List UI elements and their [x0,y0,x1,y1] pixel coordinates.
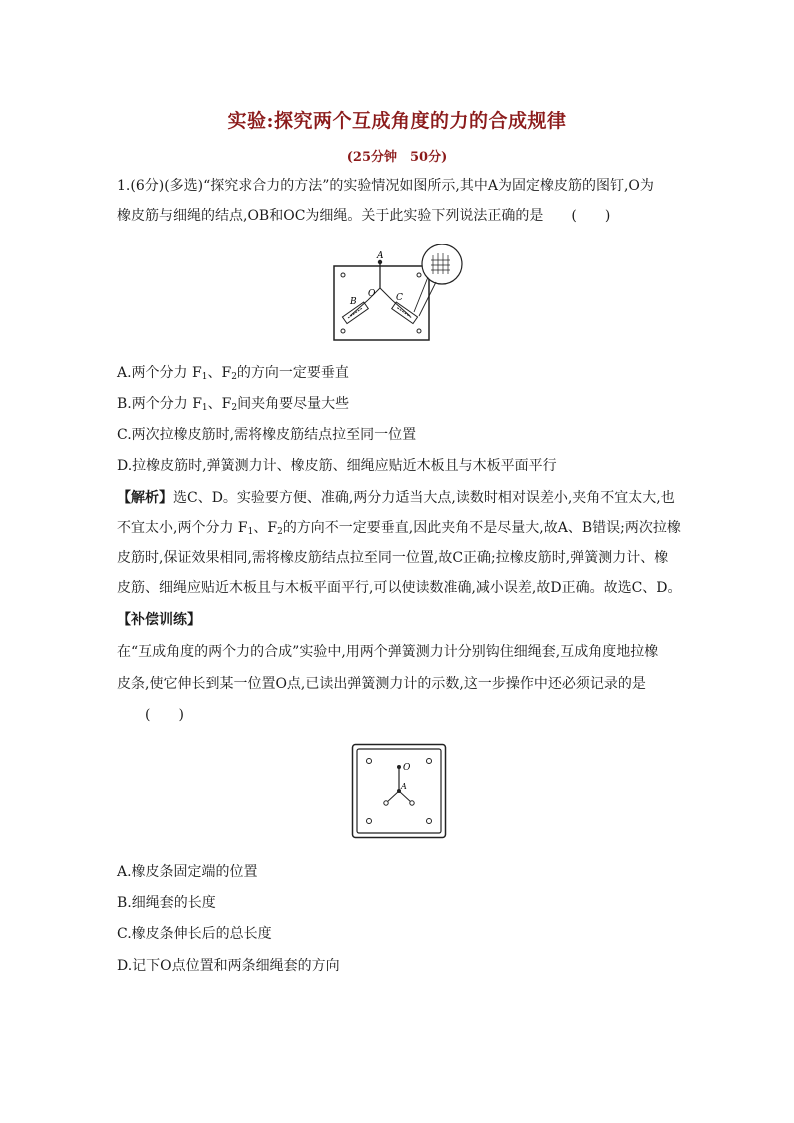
analysis-line-1: 【解析】选C、D。实验要方便、准确,两分力适当大点,读数时相对误差小,夹角不宜太大,也 [117,490,675,506]
supplement-line-3: ( ) [117,707,184,723]
supplement-line-2: 皮条,使它伸长到某一位置O点,已读出弹簧测力计的示数,这一步操作中还必须记录的是 [117,676,646,692]
figure-1-label-o: O [368,289,376,299]
figure-1-spring-scale-right [392,302,418,323]
supplement-option-a[interactable]: A.橡皮条固定端的位置 [117,864,258,880]
supplement-option-b[interactable]: B.细绳套的长度 [117,895,216,911]
figure-1-label-c: C [396,293,403,303]
analysis-tag: 【解析】 [117,490,173,506]
q1-option-a[interactable]: A.两个分力 $F_1$、$F_2$的方向一定要垂直 [117,365,349,382]
supplement-line-1: 在“互成角度的两个力的合成”实验中,用两个弹簧测力计分别钩住细绳套,互成角度地拉橡 [117,644,659,660]
figure-2-point-o [397,765,401,769]
q1-option-d[interactable]: D.拉橡皮筋时,弹簧测力计、橡皮筋、细绳应贴近木板且与木板平面平行 [117,458,557,474]
q1-stem-line-1: 1.(6分)(多选)“探究求合力的方法”的实验情况如图所示,其中A为固定橡皮筋的图钉,O为 [117,178,654,194]
page-subtitle: (25分钟 50分) [346,150,448,165]
analysis-line-2: 不宜太小,两个分力 $F_1$、$F_2$的方向不一定要垂直,因此夹角不是尽量大,故A、B错误;两次拉橡 [117,520,681,537]
q1-option-c[interactable]: C.两次拉橡皮筋时,需将橡皮筋结点拉至同一位置 [117,427,417,443]
figure-2-label-o: O [403,763,411,773]
figure-1-board [334,266,429,340]
supplement-option-c[interactable]: C.橡皮条伸长后的总长度 [117,926,272,942]
figure-2-board [351,743,447,839]
analysis-line-3: 皮筋时,保证效果相同,需将橡皮筋结点拉至同一位置,故C正确;拉橡皮筋时,弹簧测力计、橡 [117,550,669,566]
supplement-tag: 【补偿训练】 [117,612,201,628]
analysis-line-4: 皮筋、细绳应贴近木板且与木板平面平行,可以使读数准确,减小误差,故D正确。故选C、D。 [117,580,682,596]
q1-option-b[interactable]: B.两个分力 $F_1$、$F_2$间夹角要尽量大些 [117,396,350,413]
figure-2-label-a: A [401,782,407,791]
figure-1-experiment [320,244,480,349]
q1-stem-line-2: 橡皮筋与细绳的结点,OB和OC为细绳。关于此实验下列说法正确的是 ( ) [117,208,611,224]
figure-1-label-b: B [350,297,357,307]
supplement-option-d[interactable]: D.记下O点位置和两条细绳套的方向 [117,958,340,974]
page-title: 实验:探究两个互成角度的力的合成规律 [227,110,567,132]
figure-1-label-a: A [377,251,384,261]
